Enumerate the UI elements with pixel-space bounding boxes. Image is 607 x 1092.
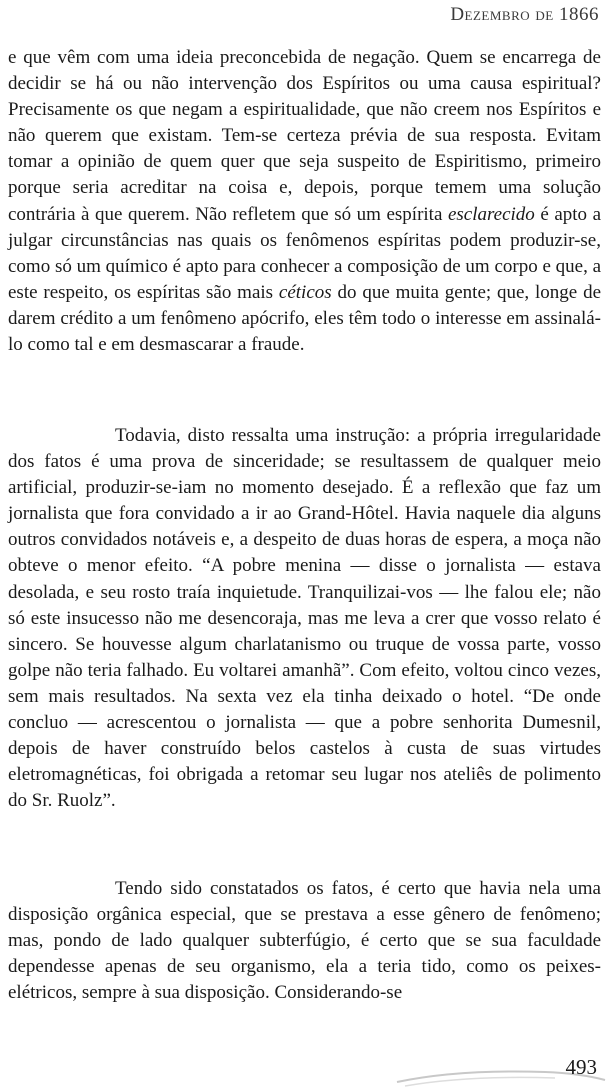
paragraph-2: Todavia, disto ressalta uma instrução: a própria irregularidade dos fatos é uma prova de sinceridade; se resultassem de qualquer meio artificial, produzir-se-iam no momento desejado. É a reflexão que faz um jornalista que fora convidado a ir ao Grand-Hôtel. Havia naquele dia alguns outros convidados notáveis e, a despeito de duas horas de espera, a moça não obteve o menor efeito. “A pobre menina — disse o jornalista — estava desolada, e seu rosto traía inquietude. Tranquilizai-vos — lhe falou ele; não só este insucesso não me desencoraja, mas me leva a crer que vosso relato é sincero. Se houvesse algum charlatanismo ou truque de vossa parte, vosso golpe não teria falhado. Eu voltarei amanhã”. Com efeito, voltou cinco vezes, sem mais resultados. Na sexta vez ela tinha deixado o hotel. “De onde concluo — acrescentou o jornalista — que a pobre senhorita Dumesnil, depois de haver construído belos castelos à custa de suas virtudes eletromagnéticas, foi obrigada a retomar seu lugar nos ateliês de polimento do Sr. Ruolz”. <box>8 425 601 812</box>
paragraph-1-text-c: do que muita gente; que, longe de darem crédito a um fenômeno apócrifo, eles têm todo o interesse em assinalá-lo como tal e em desmascarar a fraude. <box>8 281 601 356</box>
paragraph-1 <box>8 45 601 358</box>
paragraph-1-emphasis-ceticos: céticos <box>278 281 332 303</box>
running-header: Dezembro de 1866 <box>450 4 599 25</box>
page-number: 493 <box>565 1055 597 1079</box>
paragraph-1-text-b: é apto a julgar circunstâncias nas quais os fenômenos espíritas podem produzir-se, como só um químico é apto para conhecer a composição de um corpo e que, a este respeito, os espíritas são mais <box>8 203 602 303</box>
paragraph-1-emphasis-esclarecido: esclarecido <box>447 203 535 225</box>
paragraph-3: Tendo sido constatados os fatos, é certo que havia nela uma disposição orgânica especial, que se prestava a esse gênero de fenômeno; mas, pondo de lado qualquer subterfúgio, é certo que se sua faculdade dependesse apenas de seu organismo, ela a teria tido, como os peixes-elétricos, sempre à sua disposição. Considerando-se <box>8 878 601 1004</box>
paragraph-1-text-a: e que vêm com uma ideia preconcebida de negação. Quem se encarrega de decidir se há ou não intervenção dos Espíritos ou uma causa espiritual? Precisamente os que negam a espiritualidade, que não creem nos Espíritos e não querem que existam. Tem-se certeza prévia de sua resposta. Evitam tomar a opinião de quem quer que seja suspeito de Espiritismo, primeiro porque seria acreditar na coisa e, depois, porque temem uma solução contrária à que querem. Não refletem que só um espírita <box>8 47 601 225</box>
